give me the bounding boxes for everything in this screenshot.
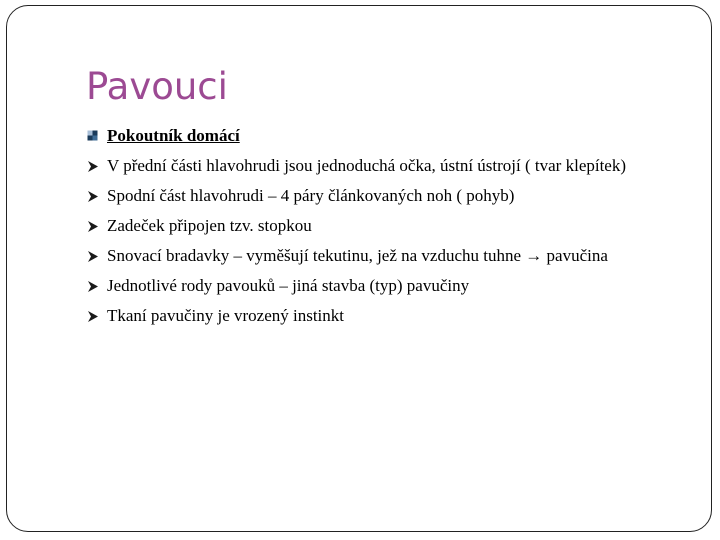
arrowhead-bullet-icon [86, 184, 102, 208]
arrowhead-bullet-icon [86, 154, 102, 178]
bullet-text: V přední části hlavohrudi jsou jednoduchá očka, ústní ústrojí ( tvar klepítek) [107, 156, 627, 175]
heading-text: Pokoutník domácí [107, 126, 240, 145]
arrowhead-bullet-icon [86, 244, 102, 268]
heading-item [86, 124, 656, 148]
bullet-item [86, 274, 656, 298]
bullet-item [86, 304, 656, 328]
bullet-text: Zadeček připojen tzv. stopkou [107, 216, 312, 235]
bullet-text: Jednotlivé rody pavouků – jiná stavba (typ) pavučiny [107, 276, 470, 295]
square-bullet-icon [86, 124, 102, 148]
bullet-item [86, 214, 656, 238]
bullet-item [86, 154, 656, 178]
arrowhead-bullet-icon [86, 214, 102, 238]
slide-frame [6, 5, 712, 532]
bullet-text: Snovací bradavky – vyměšují tekutinu, jež na vzduchu tuhne → pavučina [107, 246, 608, 265]
arrowhead-bullet-icon [86, 274, 102, 298]
arrowhead-bullet-icon [86, 304, 102, 328]
bullet-item [86, 184, 656, 208]
bullet-text: Spodní část hlavohrudi – 4 páry článkovaných noh ( pohyb) [107, 186, 515, 205]
slide-title: Pavouci [86, 65, 228, 108]
bullet-item [86, 244, 656, 268]
bullet-text: Tkaní pavučiny je vrozený instinkt [107, 306, 344, 325]
slide-content [86, 124, 656, 334]
